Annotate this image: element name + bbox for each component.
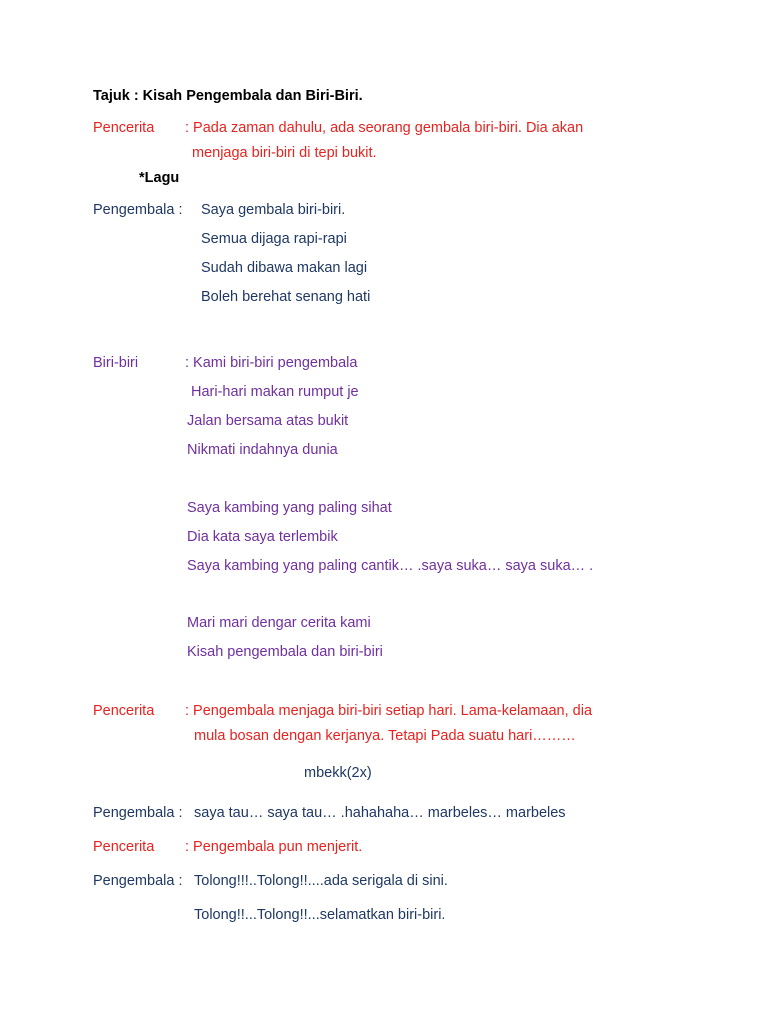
lyric-line: Nikmati indahnya dunia — [187, 442, 338, 458]
speaker-label-narrator: Pencerita — [93, 703, 155, 719]
lyric-line: Hari-hari makan rumput je — [191, 384, 359, 400]
lyric-line: Sudah dibawa makan lagi — [201, 260, 368, 276]
narrator-line: : Pengembala pun menjerit. — [185, 839, 363, 855]
song-cue: *Lagu — [139, 170, 180, 186]
lyric-line: Dia kata saya terlembik — [187, 529, 338, 545]
speaker-label-sheep: Biri-biri — [93, 355, 139, 371]
lyric-line: Saya gembala biri-biri. — [201, 202, 346, 218]
dialogue-line: saya tau… saya tau… .hahahaha… marbeles… marbeles — [194, 805, 566, 821]
speaker-label-shepherd: Pengembala : — [93, 805, 183, 821]
narrator-line: mula bosan dengan kerjanya. Tetapi Pada suatu hari……… — [194, 728, 576, 744]
lyric-line: Kisah pengembala dan biri-biri — [187, 644, 383, 660]
dialogue-line: Tolong!!!..Tolong!!....ada serigala di sini. — [194, 873, 448, 889]
dialogue-line: Tolong!!...Tolong!!...selamatkan biri-biri. — [194, 907, 446, 923]
sound-effect: mbekk(2x) — [304, 765, 372, 781]
lyric-line: Saya kambing yang paling cantik… .saya suka… saya suka… . — [187, 558, 594, 574]
speaker-label-narrator: Pencerita — [93, 120, 155, 136]
lyric-line: Mari mari dengar cerita kami — [187, 615, 371, 631]
lyric-line: Jalan bersama atas bukit — [187, 413, 349, 429]
lyric-line: : Kami biri-biri pengembala — [185, 355, 358, 371]
narrator-line: menjaga biri-biri di tepi bukit. — [192, 145, 377, 161]
speaker-label-narrator: Pencerita — [93, 839, 155, 855]
lyric-line: Semua dijaga rapi-rapi — [201, 231, 347, 247]
lyric-line: Boleh berehat senang hati — [201, 289, 371, 305]
speaker-label-shepherd: Pengembala : — [93, 202, 183, 218]
narrator-line: : Pada zaman dahulu, ada seorang gembala biri-biri. Dia akan — [185, 120, 584, 136]
lyric-line: Saya kambing yang paling sihat — [187, 500, 392, 516]
speaker-label-shepherd: Pengembala : — [93, 873, 183, 889]
narrator-line: : Pengembala menjaga biri-biri setiap hari. Lama-kelamaan, dia — [185, 703, 593, 719]
document-title: Tajuk : Kisah Pengembala dan Biri-Biri. — [93, 88, 363, 104]
